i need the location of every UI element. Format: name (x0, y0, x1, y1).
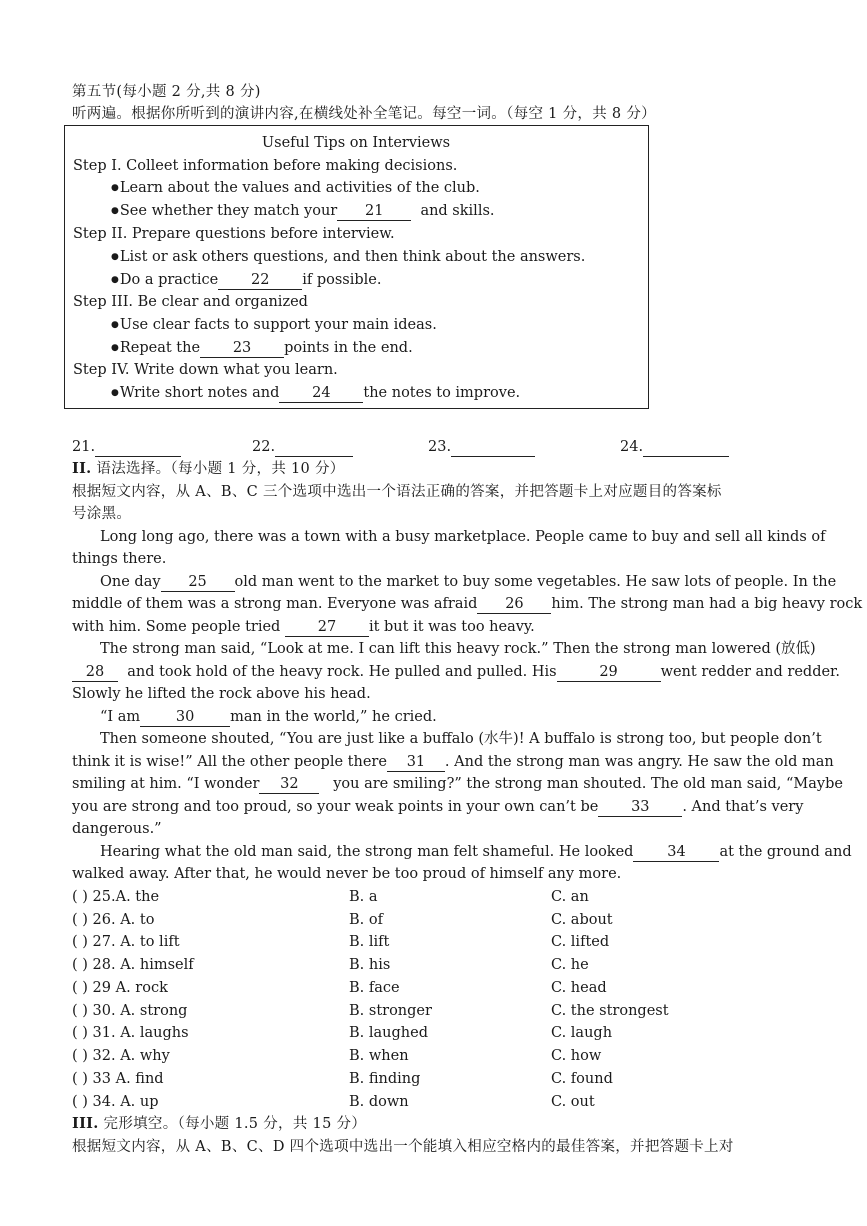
passage-p5e: dangerous.” (72, 821, 162, 837)
option-b: B. face (349, 980, 400, 996)
step2-bullet1: ●List or ask others questions, and then think about the answers. (111, 249, 586, 265)
tips-box (64, 125, 649, 409)
passage-p1b: things there. (72, 551, 167, 567)
option-q31: ( ) 31. A. laughs (72, 1025, 189, 1041)
section5-instruction: 听两遍。根据你所听到的演讲内容,在横线处补全笔记。每空一词。（每空 1 分，共 8 分） (72, 106, 656, 122)
option-c: C. laugh (551, 1025, 613, 1041)
passage-p5b: think it is wise!” All the other people there 31 . And the strong man was angry. He saw the old man (72, 754, 834, 770)
step3-bullet2: ●Repeat the 23 points in the end. (111, 340, 413, 356)
section3-heading: III. 完形填空。（每小题 1.5 分，共 15 分） (72, 1115, 367, 1132)
bullet-icon: ● (111, 343, 119, 353)
step3: Step III. Be clear and organized (73, 294, 308, 310)
step4-bullet1: ●Write short notes and 24 the notes to improve. (111, 385, 521, 401)
option-q32: ( ) 32. A. why (72, 1048, 170, 1064)
bullet-icon: ● (111, 252, 119, 262)
option-c: C. head (551, 980, 607, 996)
option-b: B. when (349, 1048, 409, 1064)
answer-24: 24. (620, 437, 729, 457)
option-b: B. stronger (349, 1003, 432, 1019)
blank-25: 25 (161, 574, 235, 592)
option-c: C. out (551, 1094, 595, 1110)
section2-instruction-2: 号涂黑。 (72, 506, 132, 522)
option-c: C. the strongest (551, 1003, 669, 1019)
step3-bullet1: ●Use clear facts to support your main ideas. (111, 317, 437, 333)
option-c: C. lifted (551, 934, 610, 950)
answer-23: 23. (428, 437, 535, 457)
option-q25: ( ) 25.A. the (72, 889, 160, 905)
passage-p5c: smiling at him. “I wonder 32 you are smiling?” the strong man shouted. The old man said, “Maybe (72, 776, 843, 792)
step2: Step II. Prepare questions before interview. (73, 226, 395, 242)
blank-31: 31 (387, 754, 445, 772)
option-c: C. how (551, 1048, 602, 1064)
blank-33: 33 (598, 799, 682, 817)
passage-p2b: middle of them was a strong man. Everyone was afraid 26 him. The strong man had a big heavy rock (72, 596, 863, 612)
option-c: C. found (551, 1071, 613, 1087)
step1: Step I. Colleet information before making decisions. (73, 158, 458, 174)
bullet-icon: ● (111, 388, 119, 398)
option-c: C. he (551, 957, 589, 973)
section2-instruction-1: 根据短文内容，从 A、B、C 三个选项中选出一个语法正确的答案，并把答题卡上对应题目的答案标 (72, 484, 722, 500)
answer-22: 22. (252, 437, 353, 457)
bullet-icon: ● (111, 320, 119, 330)
blank-28: 28 (72, 664, 118, 682)
option-q26: ( ) 26. A. to (72, 912, 155, 928)
passage-p6a: Hearing what the old man said, the strong man felt shameful. He looked 34 at the ground and (100, 844, 852, 860)
passage-p2c: with him. Some people tried 27 it but it was too heavy. (72, 619, 535, 635)
bullet-icon: ● (111, 183, 119, 193)
passage-p2a: One day 25 old man went to the market to buy some vegetables. He saw lots of people. In the (100, 574, 837, 590)
blank-34: 34 (633, 844, 719, 862)
option-c: C. about (551, 912, 613, 928)
blank-21: 21 (337, 203, 411, 221)
tips-title: Useful Tips on Interviews (261, 135, 451, 151)
option-q33: ( ) 33 A. find (72, 1071, 164, 1087)
option-b: B. down (349, 1094, 409, 1110)
blank-32: 32 (259, 776, 319, 794)
step1-bullet1: ●Learn about the values and activities of the club. (111, 180, 480, 196)
answer-21: 21. (72, 437, 181, 457)
bullet-icon: ● (111, 275, 119, 285)
option-q27: ( ) 27. A. to lift (72, 934, 180, 950)
passage-p5a: Then someone shouted, “You are just like a buffalo (水牛)! A buffalo is strong too, but people don’t (100, 731, 822, 747)
blank-27: 27 (285, 619, 369, 637)
option-q29: ( ) 29 A. rock (72, 980, 168, 996)
option-q30: ( ) 30. A. strong (72, 1003, 188, 1019)
blank-24: 24 (279, 385, 363, 403)
blank-29: 29 (557, 664, 661, 682)
blank-23: 23 (200, 340, 284, 358)
option-q28: ( ) 28. A. himself (72, 957, 194, 973)
option-c: C. an (551, 889, 589, 905)
section3-instruction: 根据短文内容，从 A、B、C、D 四个选项中选出一个能填入相应空格内的最佳答案，并把答题卡上对 (72, 1139, 734, 1155)
step4: Step IV. Write down what you learn. (73, 362, 338, 378)
step1-bullet2: ●See whether they match your 21 and skills. (111, 203, 495, 219)
blank-22: 22 (218, 272, 302, 290)
blank-30: 30 (140, 709, 230, 727)
passage-p3b: 28 and took hold of the heavy rock. He pulled and pulled. His 29 went redder and redder. (72, 662, 840, 682)
section5-heading: 第五节(每小题 2 分,共 8 分) (72, 84, 261, 100)
option-b: B. laughed (349, 1025, 428, 1041)
passage-p6b: walked away. After that, he would never be too proud of himself any more. (72, 866, 622, 882)
option-b: B. his (349, 957, 391, 973)
passage-p3c: Slowly he lifted the rock above his head. (72, 686, 371, 702)
passage-p1a: Long long ago, there was a town with a busy marketplace. People came to buy and sell all kinds of (100, 529, 826, 545)
passage-p5d: you are strong and too proud, so your weak points in your own can’t be 33 . And that’s very (72, 799, 804, 815)
option-b: B. of (349, 912, 383, 928)
step2-bullet2: ●Do a practice 22 if possible. (111, 272, 382, 288)
bullet-icon: ● (111, 206, 119, 216)
passage-p4: “I am 30 man in the world,” he cried. (100, 709, 437, 725)
option-b: B. finding (349, 1071, 421, 1087)
section2-heading: II. 语法选择。（每小题 1 分，共 10 分） (72, 460, 345, 477)
option-b: B. lift (349, 934, 390, 950)
option-q34: ( ) 34. A. up (72, 1094, 159, 1110)
passage-p3a: The strong man said, “Look at me. I can lift this heavy rock.” Then the strong man lowered (放低) (100, 641, 816, 657)
option-b: B. a (349, 889, 378, 905)
blank-26: 26 (477, 596, 551, 614)
